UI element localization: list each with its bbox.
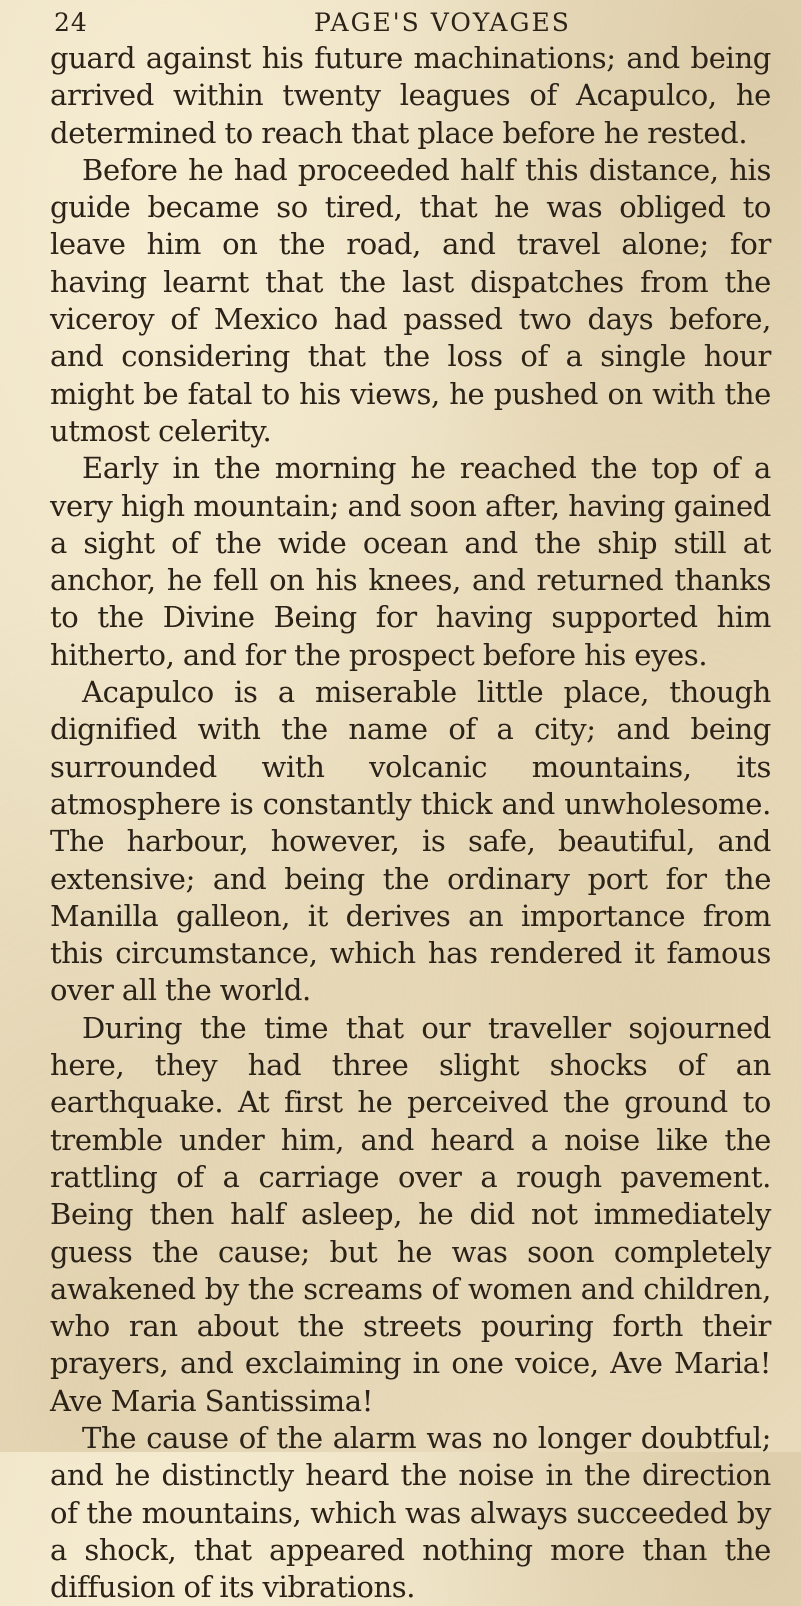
page-header [50,4,771,40]
paragraph: Acapulco is a miserable little place, though dignified with the name of a city; and being surrounded with volcanic mountains, its atmosphere is constantly thick and unwholesome. The harbour, however, is safe, beautiful, and extensive; and being the ordinary port for the Manilla galleon, it derives an importance from this circumstance, which has rendered it famous over all the world. [50,675,771,1008]
paragraph: Early in the morning he reached the top of a very high mountain; and soon after, having gained a sight of the wide ocean and the ship still at anchor, he fell on his knees, and returned thanks to the Divine Being for having supported him hitherto, and for the prospect before his eyes. [50,451,771,672]
page-number: 24 [54,8,88,37]
paragraph: During the time that our traveller sojourned here, they had three slight shocks of an earthquake. At first he perceived the ground to tremble under him, and heard a noise like the rattling of a carriage over a rough pavement. Being then half asleep, he did not immediately guess the cause; but he was soon completely awakened by the screams of women and children, who ran about the streets pouring forth their prayers, and exclaiming in one voice, Ave Maria! Ave Maria Santissima! [50,1010,771,1418]
paragraph: The cause of the alarm was no longer doubtful; and he distinctly heard the noise in the direction of the mountains, which was always succeeded by a shock, that appeared nothing more than the diffusion of its vibrations. [50,1420,771,1605]
paragraph-continued: guard against his future machinations; and being arrived within twenty leagues of Acapulco, he determined to reach that place before he rested. [50,41,771,150]
body-text [50,40,771,1606]
paragraph: Before he had proceeded half this distance, his guide became so tired, that he was obliged to leave him on the road, and travel alone; for having learnt that the last dispatches from the viceroy of Mexico had passed two days before, and considering that the loss of a single hour might be fatal to his views, he pushed on with the utmost celerity. [50,152,771,448]
running-title: PAGE'S VOYAGES [314,8,571,37]
book-page [0,4,801,1605]
